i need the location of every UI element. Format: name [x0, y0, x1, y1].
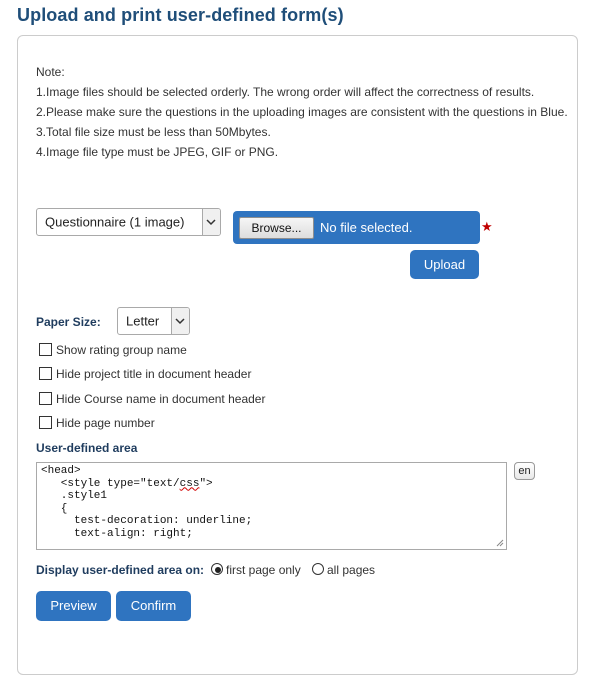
resize-grip-icon[interactable] — [496, 539, 504, 547]
confirm-button[interactable]: Confirm — [116, 591, 191, 621]
checkbox[interactable] — [39, 392, 52, 405]
code-text: "> — [199, 477, 213, 490]
notes-block — [36, 62, 576, 162]
paper-size-value: Letter — [126, 313, 160, 329]
display-area-label: Display user-defined area on: — [36, 563, 205, 577]
code-line: .style1 — [41, 490, 108, 502]
code-line: { — [41, 502, 68, 515]
browse-button[interactable]: Browse... — [239, 217, 314, 239]
code-line — [41, 478, 502, 491]
page-title: Upload and print user-defined form(s) — [17, 5, 344, 25]
radio-button[interactable] — [312, 563, 324, 575]
file-status-text: No file selected. — [320, 220, 413, 235]
required-star-icon: ★ — [481, 219, 493, 234]
language-button[interactable]: en — [514, 462, 535, 480]
checkbox-label: Show rating group name — [56, 343, 187, 357]
checkbox[interactable] — [39, 416, 52, 429]
paper-size-select[interactable] — [117, 307, 190, 335]
spellcheck-word: css — [179, 477, 200, 490]
radio-button[interactable] — [211, 563, 223, 575]
paper-size-label: Paper Size: — [36, 315, 101, 329]
code-line: test-decoration: underline; — [41, 515, 253, 527]
form-type-value: Questionnaire (1 image) — [45, 214, 185, 230]
chevron-down-icon — [171, 308, 189, 334]
checkbox[interactable] — [39, 367, 52, 380]
chevron-down-icon — [202, 209, 220, 235]
preview-button[interactable]: Preview — [36, 591, 111, 621]
note-item: 4.Image file type must be JPEG, GIF or PNG. — [36, 145, 279, 159]
note-item: 1.Image files should be selected orderly. The wrong order will affect the correctness of results. — [36, 85, 535, 99]
user-defined-area-label: User-defined area — [36, 441, 138, 455]
form-type-select[interactable] — [36, 208, 221, 236]
code-line: text-align: right; — [41, 527, 193, 540]
code-line: <head> — [41, 465, 81, 477]
radio-selected-dot — [215, 567, 221, 573]
note-item: 2.Please make sure the questions in the uploading images are consistent with the questions in Blue. — [36, 105, 568, 119]
code-text: <style type="text/ — [41, 477, 180, 490]
user-defined-textarea[interactable] — [36, 462, 507, 550]
checkbox[interactable] — [39, 343, 52, 356]
file-input[interactable] — [233, 211, 480, 244]
note-heading: Note: — [36, 65, 65, 79]
radio-label: all pages — [327, 563, 376, 577]
radio-label: first page only — [226, 563, 301, 577]
upload-button[interactable]: Upload — [410, 250, 479, 279]
checkbox-label: Hide Course name in document header — [56, 392, 266, 406]
checkbox-label: Hide page number — [56, 416, 155, 430]
checkbox-label: Hide project title in document header — [56, 367, 252, 381]
note-item: 3.Total file size must be less than 50Mbytes. — [36, 125, 271, 139]
